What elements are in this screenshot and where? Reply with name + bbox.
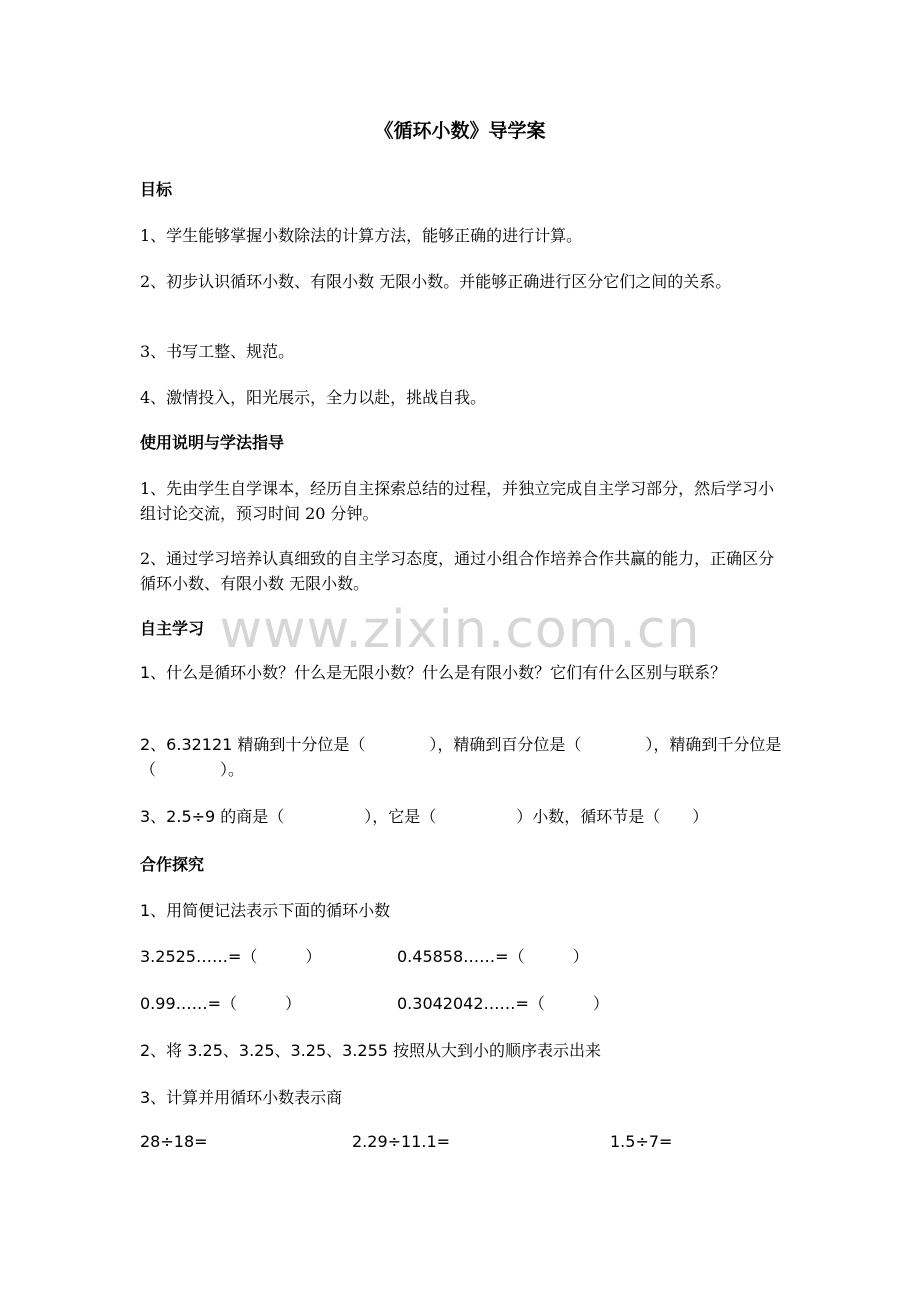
goals-heading: 目标 (140, 180, 173, 199)
self-study-item-2: 2、6.32121 精确到十分位是（ ），精确到百分位是（ ），精确到千分位是（ ）。 (140, 735, 782, 779)
cooperation-question-2: 2、将 3.25、3.25、3.25、3.255 按照从大到小的顺序表示出来 (140, 1041, 602, 1060)
usage-heading: 使用说明与学法指导 (140, 433, 285, 452)
goal-item-1: 1、学生能够掌握小数除法的计算方法，能够正确的进行计算。 (140, 226, 583, 245)
goal-item-2: 2、初步认识循环小数、有限小数 无限小数。并能够正确进行区分它们之间的关系。 (140, 272, 732, 291)
goal-item-3: 3、书写工整、规范。 (140, 342, 295, 361)
usage-item-2: 2、通过学习培养认真细致的自主学习态度，通过小组合作培养合作共赢的能力，正确区分循环小数、有限小数 无限小数。 (140, 549, 775, 593)
notation-exercise-2: 0.45858……=（ ） (397, 947, 589, 966)
calc-exercise-1: 28÷18= (140, 1132, 208, 1151)
calc-exercise-3: 1.5÷7= (610, 1132, 673, 1151)
goal-item-4: 4、激情投入，阳光展示，全力以赴，挑战自我。 (140, 388, 487, 407)
calc-exercise-2: 2.29÷11.1= (352, 1132, 451, 1151)
watermark: www.zixin.com.cn (219, 600, 701, 660)
self-study-item-3: 3、2.5÷9 的商是（ ），它是（ ）小数，循环节是（ ） (140, 807, 709, 826)
notation-exercise-1: 3.2525……=（ ） (140, 947, 322, 966)
notation-exercise-4: 0.3042042……=（ ） (397, 994, 609, 1013)
cooperation-question-1: 1、用简便记法表示下面的循环小数 (140, 901, 391, 920)
notation-exercise-3: 0.99……=（ ） (140, 994, 302, 1013)
self-study-item-1: 1、什么是循环小数？什么是无限小数？什么是有限小数？它们有什么区别与联系？ (140, 663, 727, 682)
page-title: 《循环小数》导学案 (374, 120, 546, 142)
cooperation-heading: 合作探究 (140, 855, 205, 874)
cooperation-question-3: 3、计算并用循环小数表示商 (140, 1088, 343, 1107)
self-study-heading: 自主学习 (140, 619, 205, 638)
usage-item-1: 1、先由学生自学课本，经历自主探索总结的过程，并独立完成自主学习部分，然后学习小组讨论交流，预习时间 20 分钟。 (140, 479, 775, 523)
